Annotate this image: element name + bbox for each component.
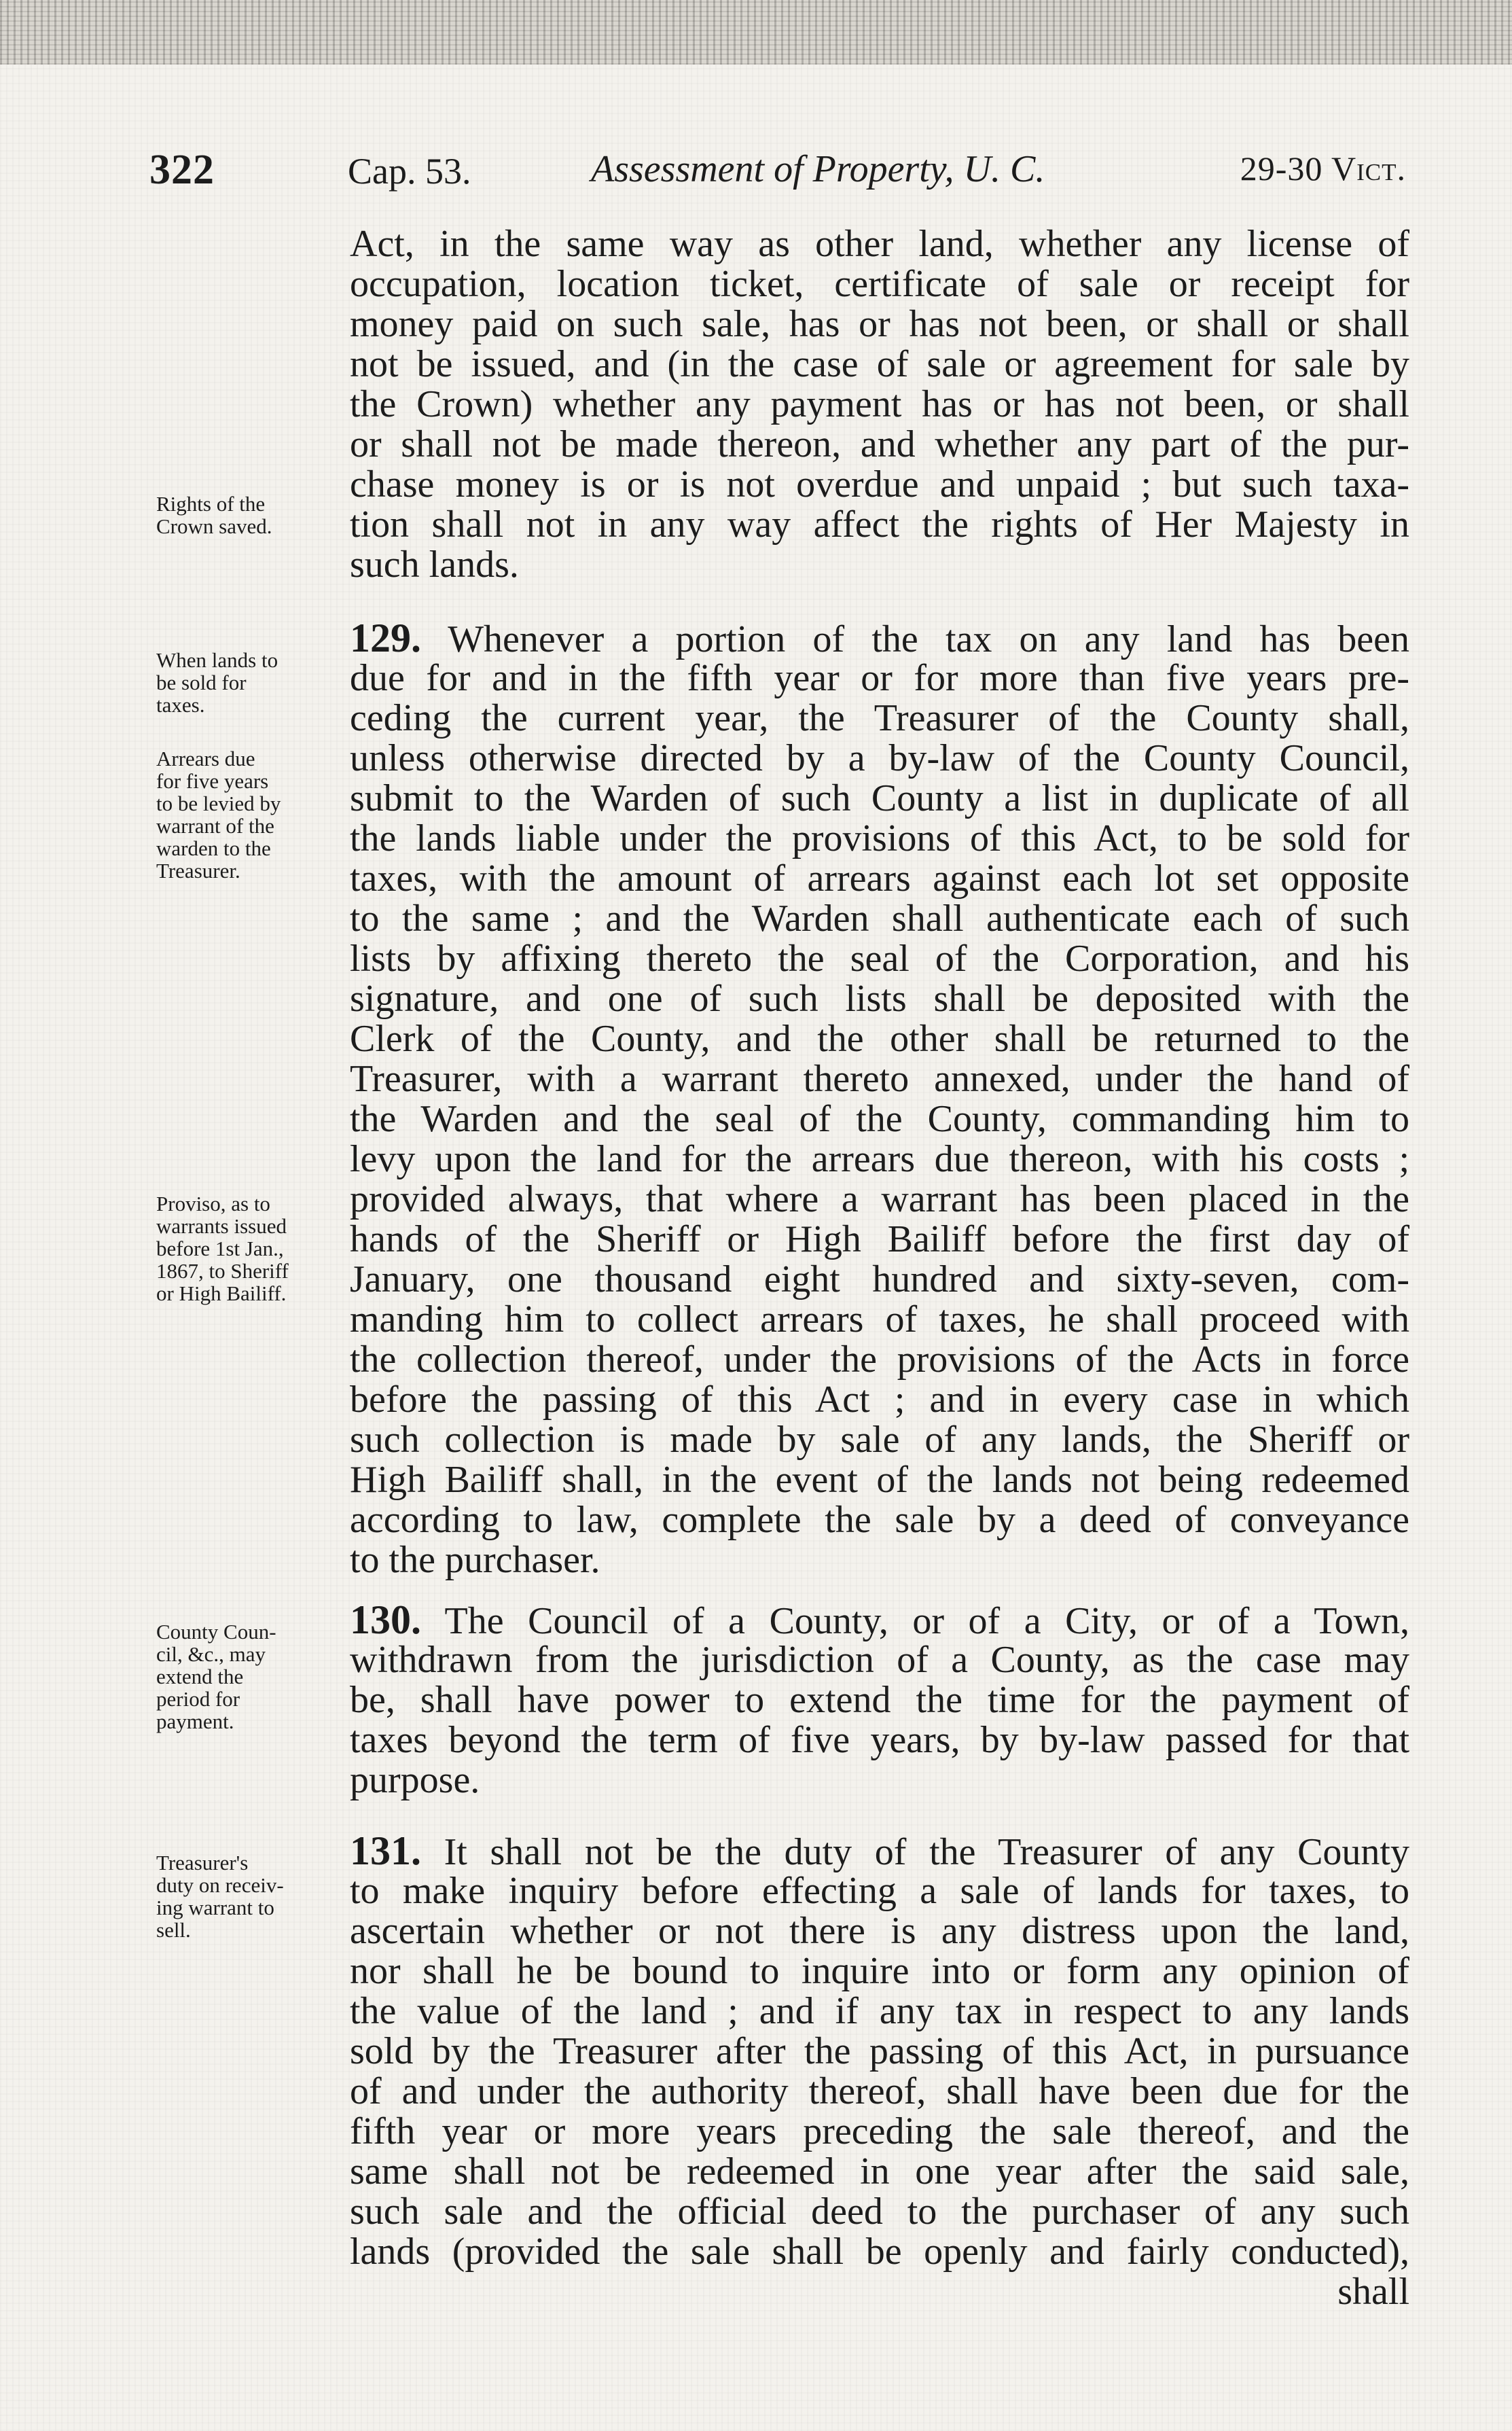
margin-note-rights-crown — [156, 493, 353, 537]
text-line: the lands liable under the provisions of this Act, to be sold for — [350, 817, 1409, 859]
text-line: nor shall he be bound to inquire into or form any opinion of — [350, 1950, 1409, 1992]
margin-note-line: duty on receiv- — [156, 1873, 284, 1897]
text-line: occupation, location ticket, certificate of sale or receipt for — [350, 263, 1409, 305]
margin-note-line: Treasurer. — [156, 859, 240, 883]
text-line: or shall not be made thereon, and whether any part of the pur- — [350, 423, 1409, 465]
text-line: lands (provided the sale shall be openly and fairly conducted), — [350, 2231, 1409, 2273]
text-line: taxes, with the amount of arrears against each lot set opposite — [350, 857, 1409, 900]
text-line: chase money is or is not overdue and unpaid ; but such taxa- — [350, 463, 1409, 505]
margin-note-line: ing warrant to — [156, 1896, 274, 1919]
text-line: Treasurer, with a warrant thereto annexed, under the hand of — [350, 1058, 1409, 1100]
text-line: such lands. — [350, 544, 519, 586]
text-line — [350, 1597, 1409, 1642]
margin-note-line: Treasurer's — [156, 1851, 249, 1875]
text-line — [350, 618, 1409, 658]
text-line: ascertain whether or not there is any distress upon the land, — [350, 1910, 1409, 1952]
text-line: money paid on such sale, has or has not been, or shall or shall — [350, 303, 1409, 345]
section-text-start: Whenever a portion of the tax on any land has been — [421, 618, 1409, 660]
text-line: purpose. — [350, 1759, 480, 1801]
section-129 — [350, 618, 1409, 1580]
chapter-label: Cap. 53. — [348, 151, 471, 192]
text-line: manding him to collect arrears of taxes, he shall proceed with — [350, 1298, 1409, 1341]
margin-note-line: Arrears due — [156, 747, 255, 770]
text-line: submit to the Warden of such County a list in duplicate of all — [350, 777, 1409, 819]
text-line: taxes beyond the term of five years, by by-law passed for that — [350, 1719, 1409, 1761]
text-line — [350, 1828, 1409, 1873]
margin-note-arrears-due — [156, 747, 353, 882]
margin-note-line: taxes. — [156, 693, 205, 717]
text-line: the collection thereof, under the provisions of the Acts in force — [350, 1338, 1409, 1381]
text-line: same shall not be redeemed in one year after the said sale, — [350, 2150, 1409, 2193]
text-line: High Bailiff shall, in the event of the lands not being redeemed — [350, 1459, 1409, 1501]
text-line: sold by the Treasurer after the passing of this Act, in pursuance — [350, 2030, 1409, 2072]
text-line: to the same ; and the Warden shall authenticate each of such — [350, 898, 1409, 940]
margin-note-line: warden to the — [156, 836, 271, 860]
margin-note-line: payment. — [156, 1709, 234, 1733]
section-131 — [350, 1828, 1409, 2313]
text-line: Act, in the same way as other land, whether any license of — [350, 223, 1409, 265]
text-line: such collection is made by sale of any lands, the Sheriff or — [350, 1419, 1409, 1461]
margin-note-line: period for — [156, 1687, 240, 1711]
margin-note-treasurer-duty — [156, 1851, 353, 1941]
text-line: hands of the Sheriff or High Bailiff before the first day of — [350, 1218, 1409, 1260]
text-line: according to law, complete the sale by a deed of conveyance — [350, 1499, 1409, 1541]
running-title: Assessment of Property, U. C. — [591, 148, 1045, 190]
section-130 — [350, 1597, 1409, 1801]
section-text-start: It shall not be the duty of the Treasurer of any County — [421, 1831, 1409, 1873]
margin-note-county-council — [156, 1620, 353, 1733]
section-number: 129. — [350, 616, 421, 660]
margin-note-line: warrants issued — [156, 1214, 287, 1238]
text-line: the value of the land ; and if any tax in respect to any lands — [350, 1990, 1409, 2032]
section-number: 130. — [350, 1597, 421, 1642]
margin-note-line: sell. — [156, 1918, 191, 1942]
margin-note-when-lands-sold — [156, 649, 353, 716]
section-text-start: The Council of a County, or of a City, or of a Town, — [421, 1600, 1409, 1642]
text-line: not be issued, and (in the case of sale or agreement for sale by — [350, 343, 1409, 385]
scan-noise-strip — [0, 0, 1512, 65]
text-line: due for and in the fifth year or for more than five years pre- — [350, 657, 1409, 699]
margin-note-line: Rights of the — [156, 492, 266, 516]
session-label: 29-30 Vict. — [1240, 149, 1406, 188]
text-line: January, one thousand eight hundred and sixty-seven, com- — [350, 1258, 1409, 1300]
margin-note-line: for five years — [156, 769, 269, 793]
page-number: 322 — [149, 147, 215, 193]
margin-note-line: to be levied by — [156, 792, 281, 815]
margin-note-line: extend the — [156, 1665, 244, 1688]
margin-note-line: Crown saved. — [156, 514, 272, 538]
text-line: lists by affixing thereto the seal of the Corporation, and his — [350, 938, 1409, 980]
continuation-paragraph — [350, 224, 1409, 585]
text-line: the Warden and the seal of the County, commanding him to — [350, 1098, 1409, 1140]
margin-note-line: When lands to — [156, 648, 278, 672]
text-line: Clerk of the County, and the other shall be returned to the — [350, 1018, 1409, 1060]
text-line: the Crown) whether any payment has or has not been, or shall — [350, 383, 1409, 425]
margin-note-line: or High Bailiff. — [156, 1281, 287, 1305]
margin-note-line: County Coun- — [156, 1620, 276, 1644]
margin-note-proviso — [156, 1192, 353, 1305]
text-line: to make inquiry before effecting a sale of lands for taxes, to — [350, 1870, 1409, 1912]
text-line: withdrawn from the jurisdiction of a County, as the case may — [350, 1639, 1409, 1681]
catchword: shall — [1337, 2271, 1409, 2313]
margin-note-line: cil, &c., may — [156, 1642, 266, 1666]
text-line: unless otherwise directed by a by-law of the County Council, — [350, 737, 1409, 779]
text-line: be, shall have power to extend the time for the payment of — [350, 1679, 1409, 1721]
running-header — [149, 146, 1406, 207]
section-number: 131. — [350, 1828, 421, 1873]
text-line: to the purchaser. — [350, 1539, 600, 1581]
text-line: of and under the authority thereof, shall have been due for the — [350, 2070, 1409, 2112]
margin-note-line: before 1st Jan., — [156, 1237, 284, 1260]
text-line: fifth year or more years preceding the sale thereof, and the — [350, 2110, 1409, 2152]
margin-note-line: be sold for — [156, 671, 247, 694]
text-line: such sale and the official deed to the purchaser of any such — [350, 2190, 1409, 2233]
margin-note-line: Proviso, as to — [156, 1192, 270, 1216]
text-line: ceding the current year, the Treasurer of the County shall, — [350, 697, 1409, 739]
margin-note-line: 1867, to Sheriff — [156, 1259, 289, 1283]
text-line: levy upon the land for the arrears due thereon, with his costs ; — [350, 1138, 1409, 1180]
text-line: signature, and one of such lists shall be deposited with the — [350, 978, 1409, 1020]
text-line: before the passing of this Act ; and in every case in which — [350, 1379, 1409, 1421]
text-line: tion shall not in any way affect the rights of Her Majesty in — [350, 503, 1409, 546]
margin-note-line: warrant of the — [156, 814, 274, 838]
text-line: provided always, that where a warrant has been placed in the — [350, 1178, 1409, 1220]
